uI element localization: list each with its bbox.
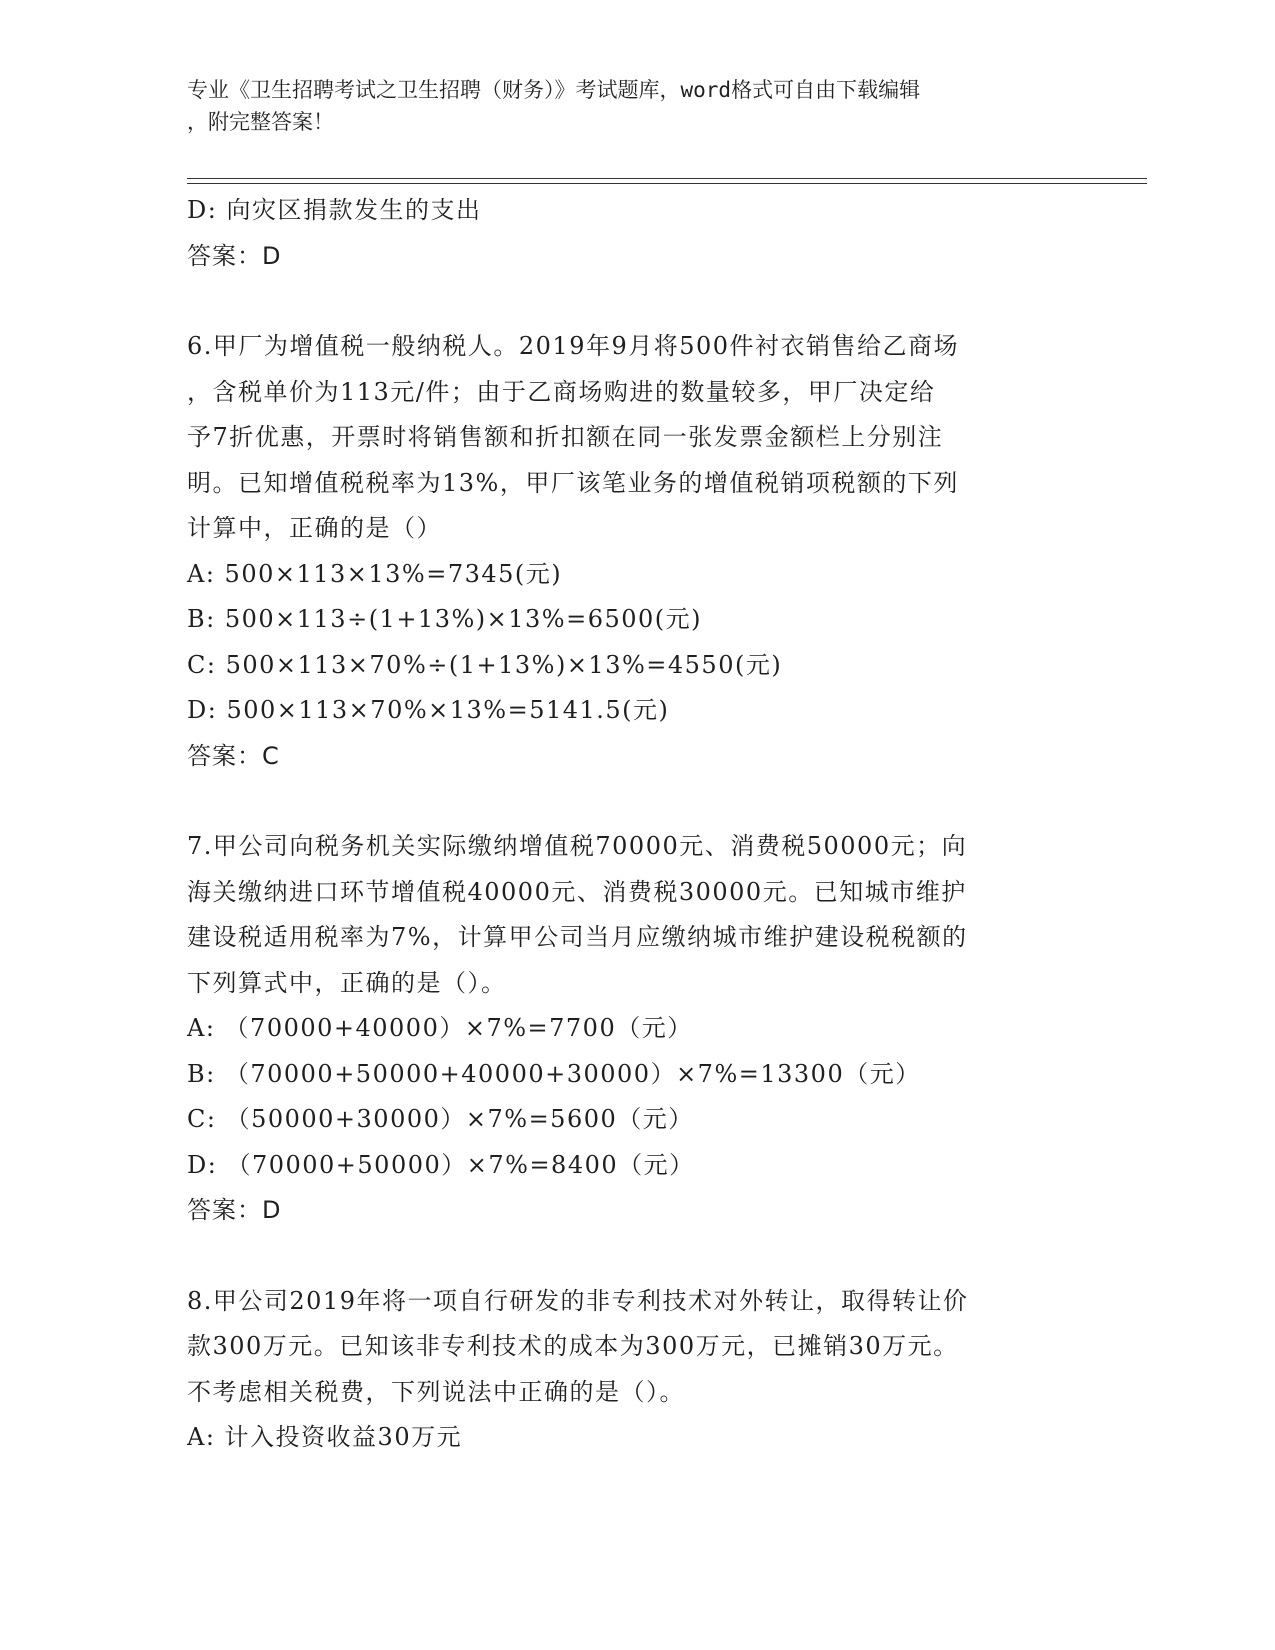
question-line: 款300万元。已知该非专利技术的成本为300万元，已摊销30万元。 xyxy=(187,1332,959,1360)
answer-line: 答案：D xyxy=(187,241,282,270)
header-line-2: ，附完整答案！ xyxy=(187,110,334,134)
question-8 xyxy=(187,1279,1077,1461)
option-c: C: （50000+30000）×7%=5600（元） xyxy=(187,1105,694,1133)
answer-line: 答案：D xyxy=(187,1196,282,1224)
option-a: A: 计入投资收益30万元 xyxy=(187,1423,463,1451)
question-line: 建设税适用税率为7%，计算甲公司当月应缴纳城市维护建设税税额的 xyxy=(187,923,968,951)
option-b: B: 500×113÷(1+13%)×13%=6500(元) xyxy=(187,605,703,633)
question-line: 8.甲公司2019年将一项自行研发的非专利技术对外转让，取得转让价 xyxy=(187,1286,969,1315)
question-7-stem xyxy=(187,824,1077,1006)
answer-line: 答案：C xyxy=(187,741,280,770)
question-line: 下列算式中，正确的是（）。 xyxy=(187,968,507,997)
option-d: D: （70000+50000）×7%=8400（元） xyxy=(187,1150,695,1179)
option-a: A: 500×113×13%=7345(元) xyxy=(187,559,563,588)
question-content xyxy=(187,188,1077,1461)
header-divider-bottom xyxy=(187,183,1147,184)
question-line: 海关缴纳进口环节增值税40000元、消费税30000元。已知城市维护 xyxy=(187,877,967,906)
question-7 xyxy=(187,824,1077,1234)
header-line-1: 专业《卫生招聘考试之卫生招聘（财务）》考试题库，word格式可自由下载编辑 xyxy=(187,78,921,102)
question-line: 予7折优惠，开票时将销售额和折扣额在同一张发票金额栏上分别注 xyxy=(187,423,944,451)
option-d: D: 向灾区捐款发生的支出 xyxy=(187,196,482,224)
option-c: C: 500×113×70%÷(1+13%)×13%=4550(元) xyxy=(187,650,783,679)
question-line: 不考虑相关税费，下列说法中正确的是（）。 xyxy=(187,1377,685,1406)
question-line: ，含税单价为113元/件；由于乙商场购进的数量较多，甲厂决定给 xyxy=(187,377,936,406)
question-line: 6.甲厂为增值税一般纳税人。2019年9月将500件衬衣销售给乙商场 xyxy=(187,332,960,360)
question-line: 7.甲公司向税务机关实际缴纳增值税70000元、消费税50000元；向 xyxy=(187,832,968,860)
page-header xyxy=(187,74,1067,138)
question-6-stem xyxy=(187,324,1077,552)
question-6 xyxy=(187,324,1077,779)
option-b: B: （70000+50000+40000+30000）×7%=13300（元） xyxy=(187,1059,921,1088)
question-line: 明。已知增值税税率为13%，甲厂该笔业务的增值税销项税额的下列 xyxy=(187,468,959,497)
question-line: 计算中，正确的是（） xyxy=(187,514,442,542)
option-d: D: 500×113×70%×13%=5141.5(元) xyxy=(187,696,670,724)
question-8-stem xyxy=(187,1279,1077,1416)
option-a: A: （70000+40000）×7%=7700（元） xyxy=(187,1014,693,1042)
previous-question-tail xyxy=(187,188,1077,279)
header-divider-top xyxy=(187,178,1147,179)
